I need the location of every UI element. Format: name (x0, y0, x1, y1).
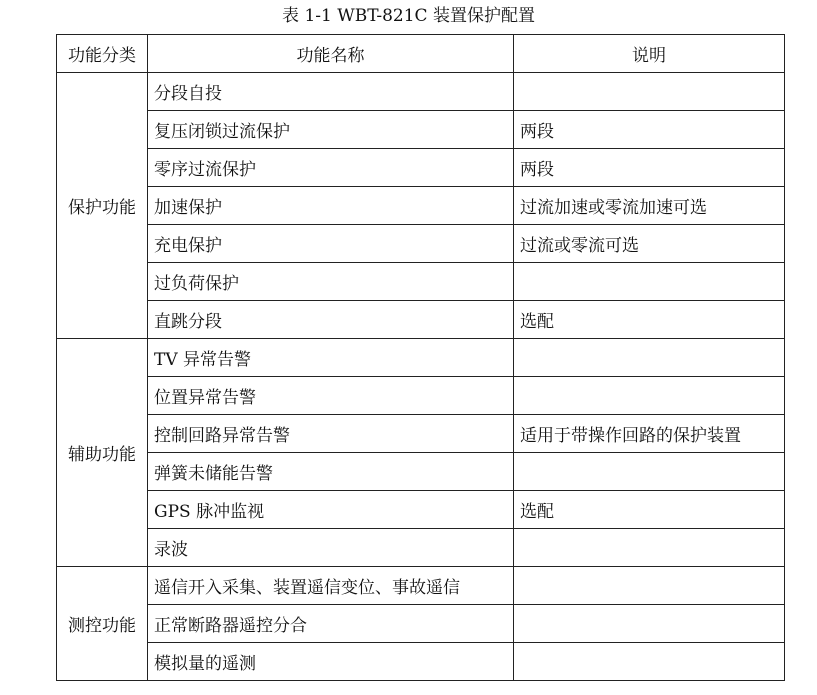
category-cell: 辅助功能 (57, 339, 148, 567)
description-cell (514, 453, 785, 491)
function-name-cell: 零序过流保护 (148, 149, 514, 187)
description-cell: 选配 (514, 301, 785, 339)
function-name-cell: 录波 (148, 529, 514, 567)
description-cell (514, 643, 785, 681)
table-row (57, 225, 785, 263)
table-row (57, 301, 785, 339)
table-row (57, 605, 785, 643)
table-row (57, 453, 785, 491)
category-cell: 保护功能 (57, 73, 148, 339)
description-cell: 选配 (514, 491, 785, 529)
description-cell (514, 377, 785, 415)
function-name-cell: 模拟量的遥测 (148, 643, 514, 681)
function-name-cell: 充电保护 (148, 225, 514, 263)
description-cell (514, 529, 785, 567)
function-name-cell: TV 异常告警 (148, 339, 514, 377)
description-cell: 过流加速或零流加速可选 (514, 187, 785, 225)
function-name-cell: 遥信开入采集、装置遥信变位、事故遥信 (148, 567, 514, 605)
table-row (57, 567, 785, 605)
table-row (57, 187, 785, 225)
header-function-name: 功能名称 (148, 35, 514, 73)
description-cell (514, 263, 785, 301)
description-cell (514, 73, 785, 111)
function-name-cell: 分段自投 (148, 73, 514, 111)
description-cell (514, 605, 785, 643)
protection-config-table (56, 34, 785, 681)
function-name-cell: 加速保护 (148, 187, 514, 225)
table-row (57, 339, 785, 377)
description-cell: 过流或零流可选 (514, 225, 785, 263)
function-name-cell: 过负荷保护 (148, 263, 514, 301)
table-caption: 表 1-1 WBT-821C 装置保护配置 (282, 6, 535, 26)
table-row (57, 643, 785, 681)
function-name-cell: 直跳分段 (148, 301, 514, 339)
description-cell: 两段 (514, 111, 785, 149)
function-name-cell: GPS 脉冲监视 (148, 491, 514, 529)
header-description: 说明 (514, 35, 785, 73)
header-row (57, 35, 785, 73)
table-row (57, 377, 785, 415)
header-category: 功能分类 (57, 35, 148, 73)
function-name-cell: 控制回路异常告警 (148, 415, 514, 453)
table-row (57, 73, 785, 111)
description-cell: 两段 (514, 149, 785, 187)
table-row (57, 263, 785, 301)
category-cell: 测控功能 (57, 567, 148, 681)
table-row (57, 415, 785, 453)
function-name-cell: 复压闭锁过流保护 (148, 111, 514, 149)
description-cell (514, 339, 785, 377)
description-cell: 适用于带操作回路的保护装置 (514, 415, 785, 453)
function-name-cell: 弹簧未储能告警 (148, 453, 514, 491)
function-name-cell: 位置异常告警 (148, 377, 514, 415)
table-row (57, 491, 785, 529)
table-row (57, 529, 785, 567)
table-row (57, 111, 785, 149)
table-row (57, 149, 785, 187)
function-name-cell: 正常断路器遥控分合 (148, 605, 514, 643)
description-cell (514, 567, 785, 605)
